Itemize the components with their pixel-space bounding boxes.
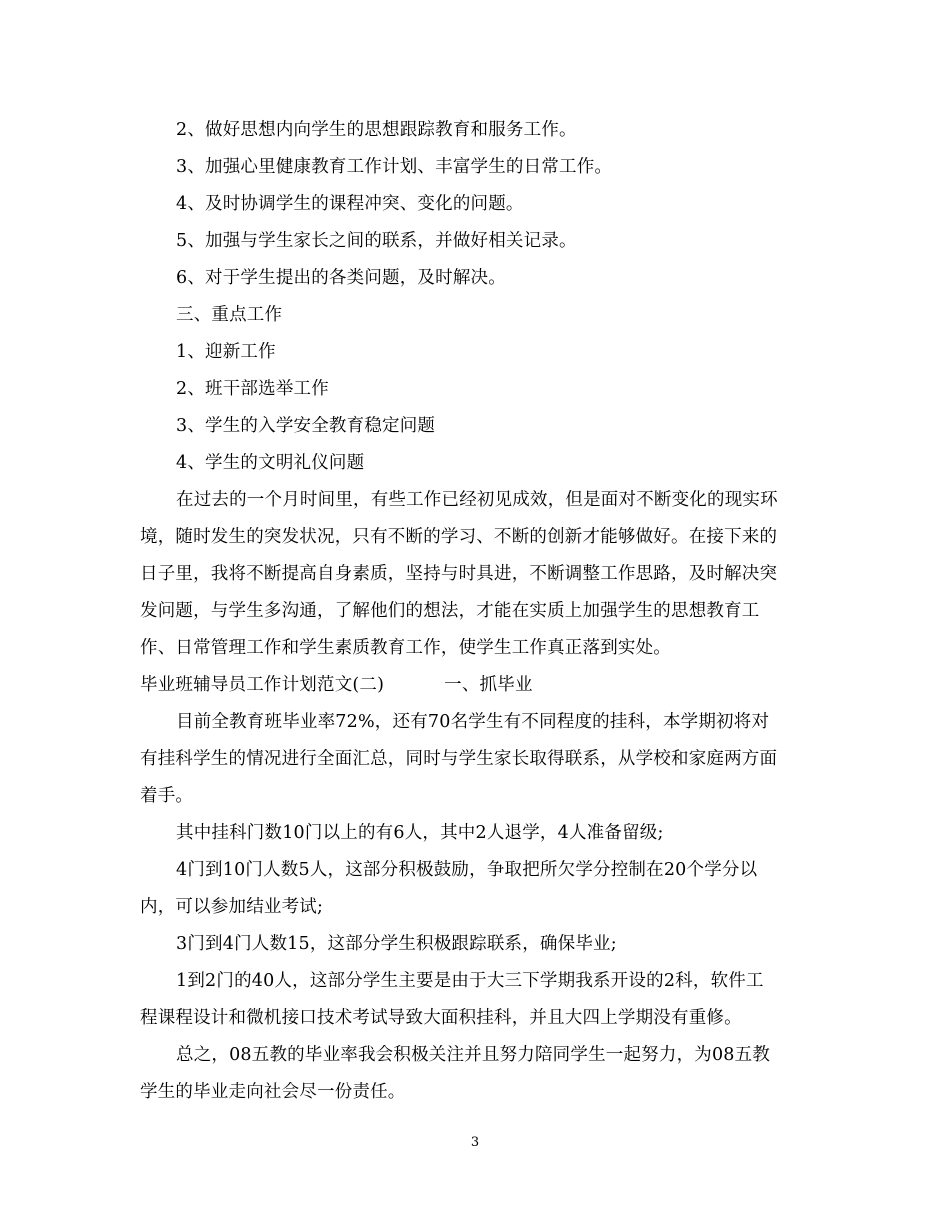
paragraph-line: 境，随时发生的突发状况，只有不断的学习、不断的创新才能够做好。在接下来的 — [140, 527, 778, 547]
paragraph-line: 作、日常管理工作和学生素质教育工作，使学生工作真正落到实处。 — [140, 638, 671, 658]
paragraph-line: 程课程设计和微机接口技术考试导致大面积挂科，并且大四上学期没有重修。 — [140, 1008, 742, 1028]
paragraph-line: 在过去的一个月时间里，有些工作已经初见成效，但是面对不断变化的现实环 — [176, 490, 778, 510]
paragraph-line: 4门到10门人数5人，这部分积极鼓励，争取把所欠学分控制在20个学分以 — [176, 860, 758, 880]
paragraph-line: 学生的毕业走向社会尽一份责任。 — [140, 1082, 406, 1102]
section-heading: 一、抓毕业 — [444, 675, 533, 695]
paragraph-line: 着手。 — [140, 786, 194, 806]
list-item: 2、做好思想内向学生的思想跟踪教育和服务工作。 — [176, 120, 577, 140]
paragraph-line: 发问题，与学生多沟通，了解他们的想法，才能在实质上加强学生的思想教育工 — [140, 601, 760, 621]
paragraph-line: 内，可以参加结业考试; — [140, 897, 324, 917]
paragraph-line: 日子里，我将不断提高自身素质，坚持与时具进，不断调整工作思路，及时解决突 — [140, 564, 778, 584]
paragraph-line: 总之，08五教的毕业率我会积极关注并且努力陪同学生一起努力，为08五教 — [176, 1045, 771, 1065]
document-title-line — [140, 667, 812, 704]
list-item: 3、加强心里健康教育工作计划、丰富学生的日常工作。 — [176, 157, 613, 177]
paragraph-line: 1到2门的40人，这部分学生主要是由于大三下学期我系开设的2科，软件工 — [176, 971, 764, 991]
list-item: 1、迎新工作 — [176, 342, 276, 362]
paragraph-line: 3门到4门人数15，这部分学生积极跟踪联系，确保毕业; — [176, 934, 617, 954]
list-item: 5、加强与学生家长之间的联系，并做好相关记录。 — [176, 231, 577, 251]
list-item: 6、对于学生提出的各类问题，及时解决。 — [176, 268, 506, 288]
paragraph-line: 有挂科学生的情况进行全面汇总，同时与学生家长取得联系，从学校和家庭两方面 — [140, 749, 778, 769]
page-number: 3 — [470, 1135, 480, 1150]
list-item: 2、班干部选举工作 — [176, 379, 329, 399]
list-item: 4、学生的文明礼仪问题 — [176, 453, 365, 473]
section-heading: 三、重点工作 — [176, 305, 283, 325]
document-body — [140, 112, 812, 1111]
list-item: 4、及时协调学生的课程冲突、变化的问题。 — [176, 194, 524, 214]
paragraph-line: 其中挂科门数10门以上的有6人，其中2人退学，4人准备留级; — [176, 823, 664, 843]
paragraph-line: 目前全教育班毕业率72%，还有70名学生有不同程度的挂科，本学期初将对 — [176, 712, 770, 732]
document-title: 毕业班辅导员工作计划范文(二) — [140, 675, 385, 695]
list-item: 3、学生的入学安全教育稳定问题 — [176, 416, 436, 436]
